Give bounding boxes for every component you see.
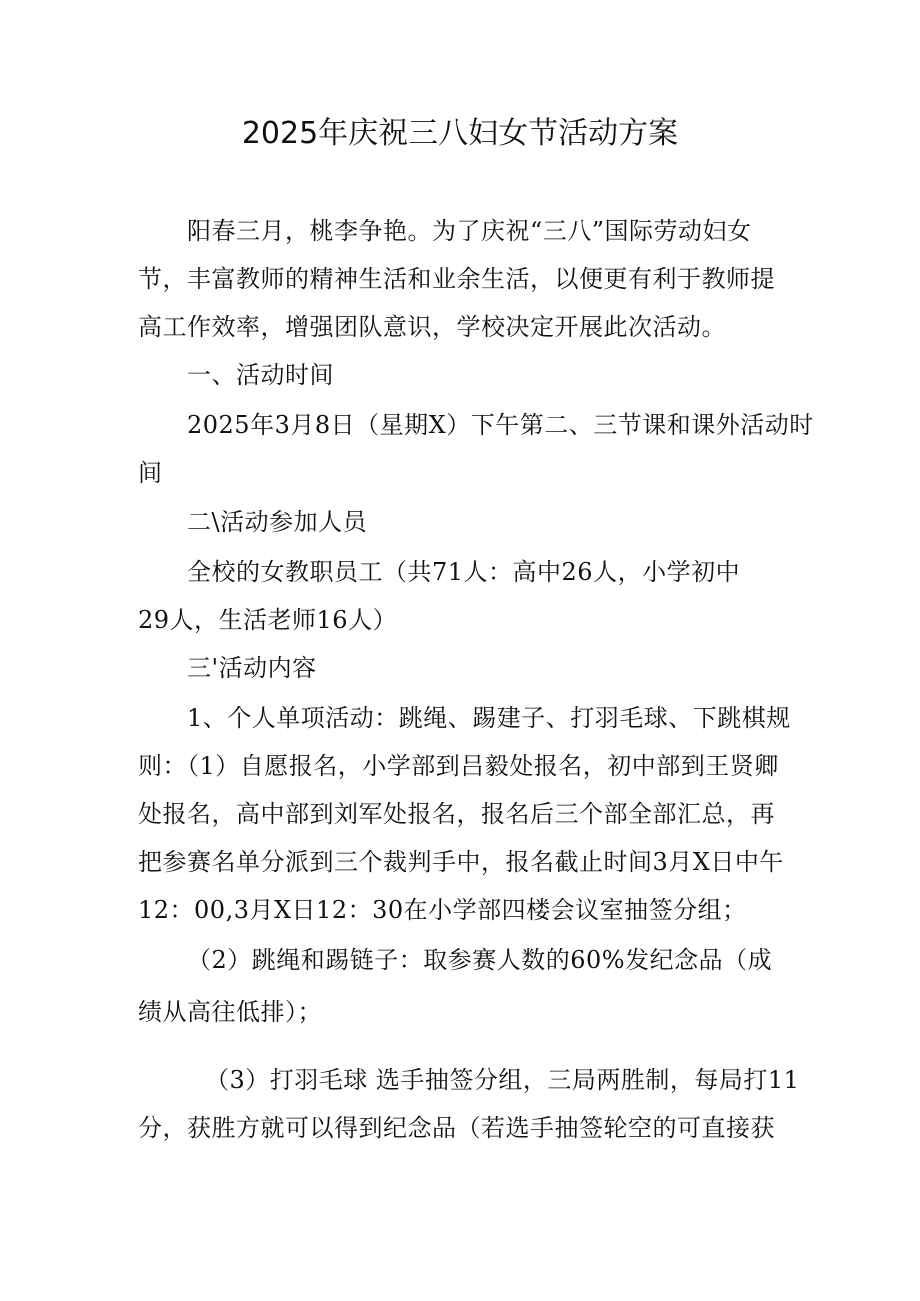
section-heading-time: 一、活动时间	[187, 361, 334, 389]
body-line-2: 节，丰富教师的精神生活和业余生活，以便更有利于教师提	[138, 265, 775, 293]
body-line-1: 阳春三月，桃李争艳。为了庆祝“三八”国际劳动妇女	[187, 217, 752, 245]
body-line-3: 高工作效率，增强团队意识，学校决定开展此次活动。	[138, 313, 726, 341]
body-line-5: 2025年3月8日（星期X）下午第二、三节课和课外活动时	[187, 411, 814, 439]
body-line-6: 间	[138, 459, 163, 487]
body-line-18: （3）打羽毛球 选手抽签分组，三局两胜制，每局打11	[205, 1066, 800, 1094]
body-line-15: 12：00,3月X日12：30在小学部四楼会议室抽签分组；	[138, 896, 747, 924]
body-line-19: 分，获胜方就可以得到纪念品（若选手抽签轮空的可直接获	[138, 1114, 775, 1142]
body-line-16: （2）跳绳和踢链子：取参赛人数的60%发纪念品（成	[187, 946, 773, 974]
body-line-9: 29人，生活老师16人）	[138, 606, 398, 634]
section-heading-content: 三'活动内容	[187, 654, 317, 682]
body-line-13: 处报名，高中部到刘军处报名，报名后三个部全部汇总，再	[138, 800, 775, 828]
body-line-17: 绩从高往低排）；	[138, 998, 322, 1026]
body-line-14: 把参赛名单分派到三个裁判手中，报名截止时间3月X日中午	[138, 848, 784, 876]
body-line-11: 1、个人单项活动：跳绳、踢建子、打羽毛球、下跳棋规	[187, 704, 791, 732]
body-line-12: 则：（1）自愿报名，小学部到吕毅处报名，初中部到王贤卿	[138, 752, 779, 780]
document-title: 2025年庆祝三八妇女节活动方案	[241, 116, 679, 151]
body-line-8: 全校的女教职员工（共71人：高中26人，小学初中	[187, 558, 741, 586]
section-heading-participants: 二\活动参加人员	[187, 508, 368, 536]
